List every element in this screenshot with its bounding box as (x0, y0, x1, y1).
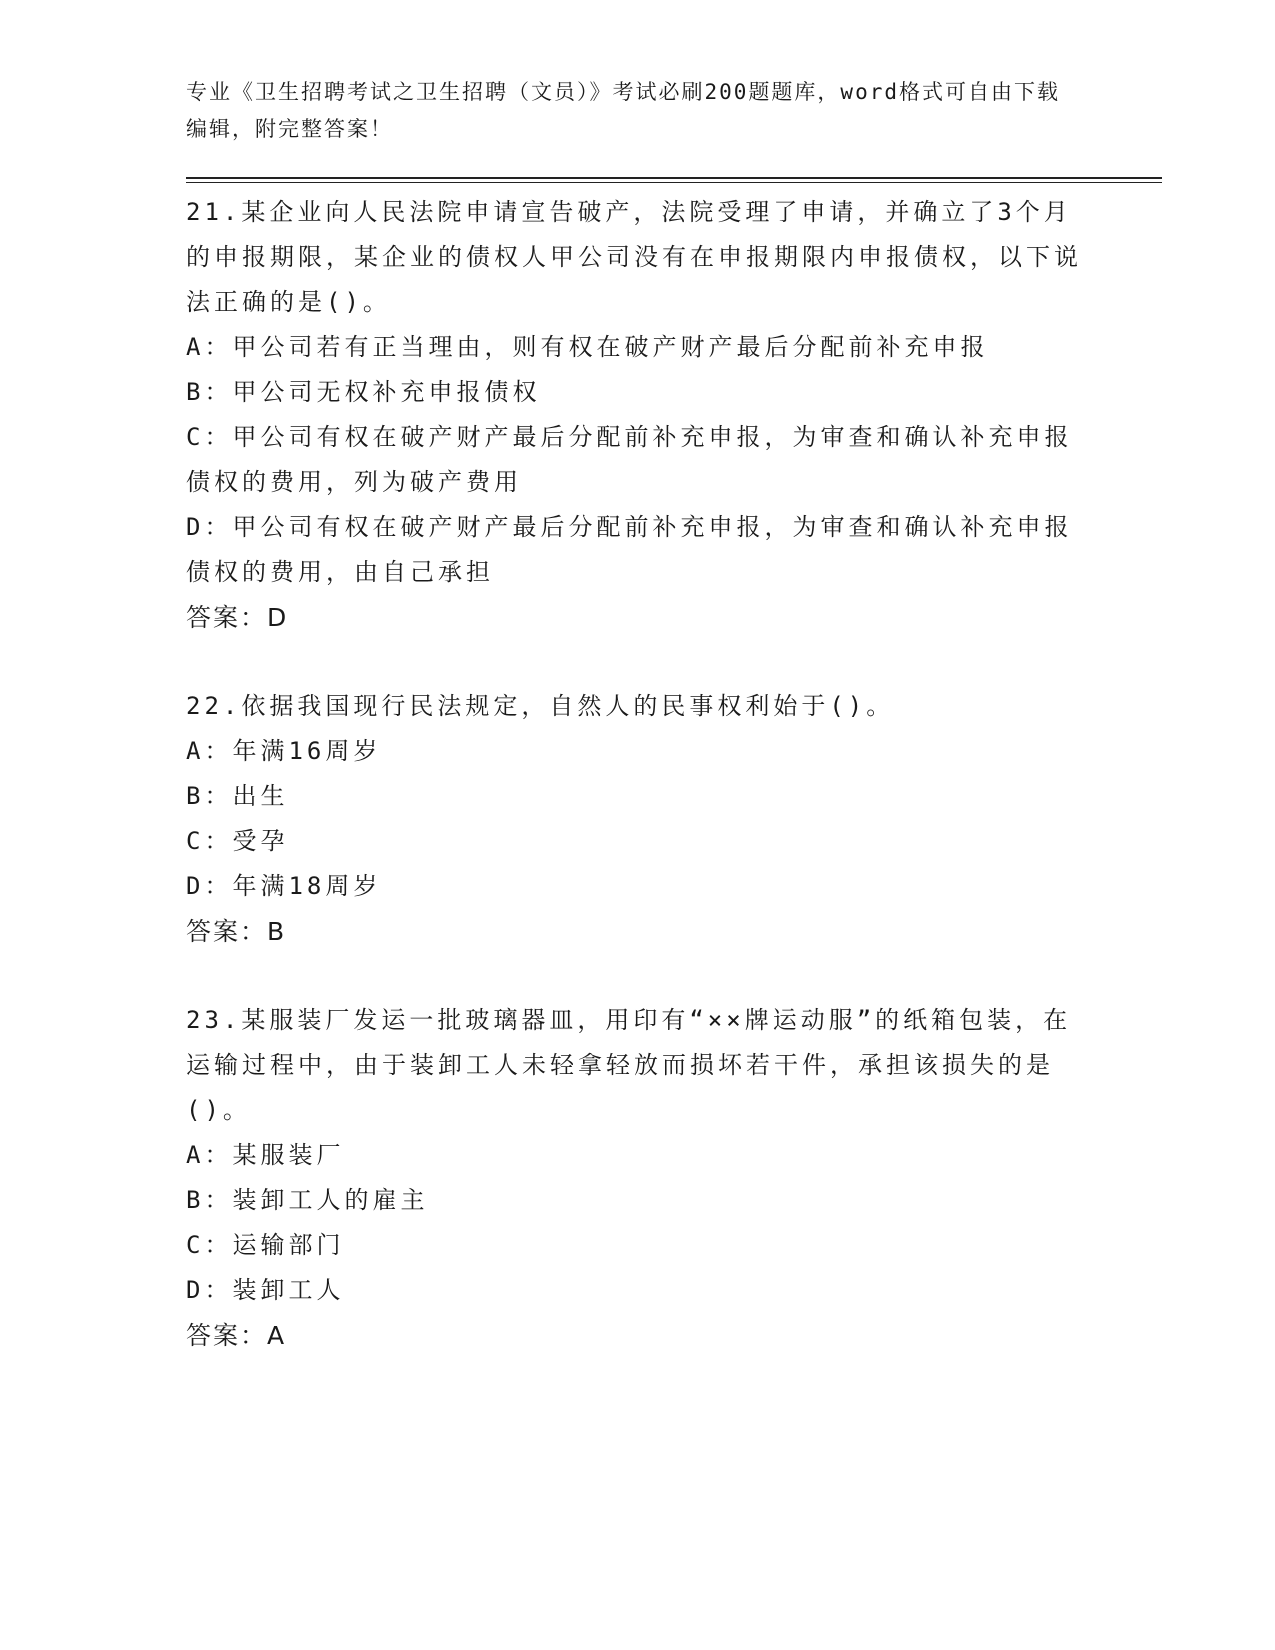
question-option-d: D：年满18周岁 (186, 872, 382, 900)
question-option-c: C：甲公司有权在破产财产最后分配前补充申报，为审查和确认补充申报债权的费用，列为破产费用 (186, 423, 1073, 496)
question-option-a: A：年满16周岁 (186, 737, 382, 765)
question-answer: 答案：D (186, 603, 289, 632)
question-option-c: C：受孕 (186, 827, 289, 855)
question-option-a: A：某服装厂 (186, 1141, 345, 1169)
question-option-c: C：运输部门 (186, 1231, 345, 1259)
question-option-d: D：装卸工人 (186, 1276, 345, 1304)
question-stem: 23.某服装厂发运一批玻璃器皿，用印有“××牌运动服”的纸箱包装，在运输过程中，由于装卸工人未轻拿轻放而损坏若干件，承担该损失的是()。 (186, 1006, 1072, 1124)
document-header: 专业《卫生招聘考试之卫生招聘（文员）》考试必刷200题题库，word格式可自由下载编辑，附完整答案！ (186, 80, 1060, 141)
question-list (186, 190, 1086, 1402)
question-stem: 21.某企业向人民法院申请宣告破产，法院受理了申请，并确立了3个月的申报期限，某企业的债权人甲公司没有在申报期限内申报债权，以下说法正确的是()。 (186, 198, 1082, 316)
question-item (186, 190, 1086, 640)
question-option-b: B：出生 (186, 782, 289, 810)
question-option-a: A：甲公司若有正当理由，则有权在破产财产最后分配前补充申报 (186, 333, 989, 361)
header-divider-thin (186, 182, 1162, 183)
question-option-b: B：装卸工人的雇主 (186, 1186, 429, 1214)
header-divider-thick (186, 177, 1162, 179)
question-item (186, 998, 1086, 1358)
question-option-d: D：甲公司有权在破产财产最后分配前补充申报，为审查和确认补充申报债权的费用，由自己承担 (186, 513, 1073, 586)
question-option-b: B：甲公司无权补充申报债权 (186, 378, 541, 406)
question-item (186, 684, 1086, 954)
question-answer: 答案：B (186, 917, 287, 946)
question-stem: 22.依据我国现行民法规定，自然人的民事权利始于()。 (186, 692, 895, 720)
question-answer: 答案：A (186, 1321, 287, 1350)
